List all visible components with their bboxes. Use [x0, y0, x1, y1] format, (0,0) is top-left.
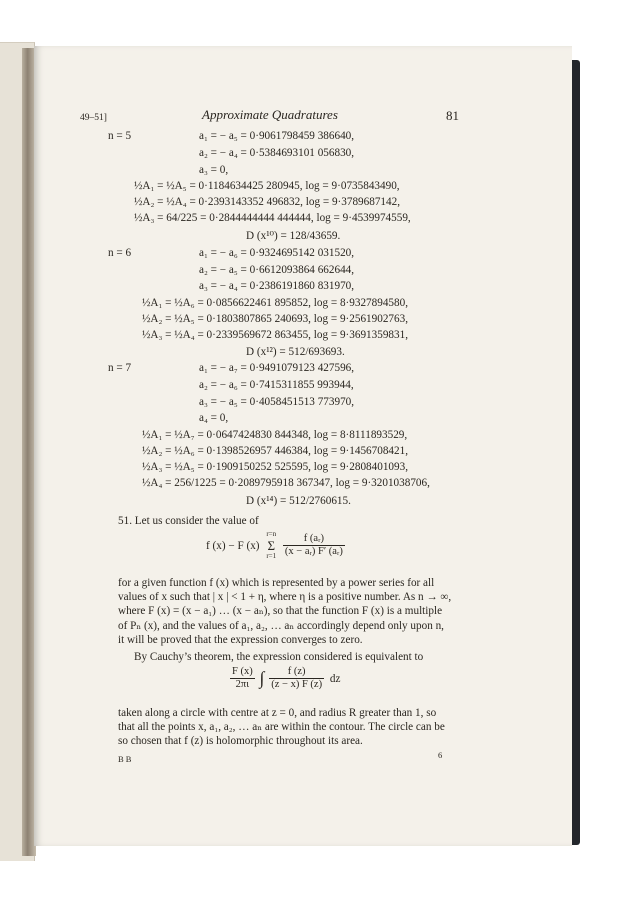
equation-line: ½A₁ = ½A₆ = 0·0856622461 895852, log = 8·9327894580, — [142, 297, 409, 309]
text-line: so chosen that f (z) is holomorphic throughout its area. — [118, 735, 363, 748]
text-line: of Pₙ (x), and the values of a₁, a₂, … aₙ accordingly depend only upon n, — [118, 619, 444, 632]
equation-line: a₁ = − a₅ = 0·9061798459 386640, — [199, 130, 355, 142]
fraction-numerator: f (z) — [269, 666, 324, 679]
formula-difference — [206, 530, 345, 570]
fraction-numerator: f (aᵣ) — [283, 533, 345, 546]
block-label-n6: n = 6 — [108, 247, 132, 259]
text-line: for a given function f (x) which is represented by a power series for all — [118, 577, 435, 589]
book-page — [34, 46, 572, 846]
signature-mark: B B — [118, 754, 132, 764]
integral-sign: ∫ — [259, 668, 265, 688]
section-range: 49–51] — [80, 113, 107, 123]
equation-line: ½A₁ = ½A₇ = 0·0647424830 844348, log = 8·8111893529, — [142, 429, 408, 441]
equation-line: ½A₄ = 256/1225 = 0·2089795918 367347, log = 9·3201038706, — [142, 477, 430, 489]
equation-line: a₂ = − a₅ = 0·6612093864 662644, — [199, 264, 355, 276]
fraction-denominator: (x − aᵣ) F′ (aᵣ) — [284, 546, 343, 557]
page-number: 81 — [446, 108, 459, 123]
text-line: it will be proved that the expression converges to zero. — [118, 633, 363, 646]
fraction-denominator: (z − x) F (z) — [271, 679, 323, 690]
equation-line: a₃ = − a₅ = 0·4058451513 773970, — [199, 396, 355, 408]
fraction-numerator: F (x) — [232, 666, 253, 677]
sheet-number: 6 — [438, 750, 443, 760]
equation-line: ½A₃ = ½A₅ = 0·1909150252 525595, log = 9·2808401093, — [142, 461, 409, 473]
section-51-intro: 51. Let us consider the value of — [118, 515, 259, 527]
equation-line: a₂ = − a₆ = 0·7415311855 993944, — [199, 379, 354, 391]
paragraph-cauchy: By Cauchy’s theorem, the expression considered is equivalent to — [134, 651, 424, 663]
text-line: values of x such that | x | < 1 + η, where η is a positive number. As n → ∞, — [118, 591, 452, 604]
fraction-denominator: 2πι — [235, 679, 250, 690]
equation-line: a₂ = − a₄ = 0·5384693101 056830, — [199, 147, 355, 159]
equation-line: ½A₃ = ½A₄ = 0·2339569672 863455, log = 9·3691359831, — [142, 329, 409, 341]
differential: dz — [329, 672, 341, 685]
equation-line: a₃ = 0, — [199, 164, 229, 176]
block-label-n5: n = 5 — [108, 130, 132, 142]
formula-cauchy-integral — [230, 666, 340, 702]
equation-line: ½A₂ = ½A₅ = 0·1803807865 240693, log = 9·2561902763, — [142, 313, 409, 325]
sum-lower-limit: r=1 — [266, 552, 277, 560]
text-line: taken along a circle with centre at z = 0, and radius R greater than 1, so — [118, 707, 437, 719]
equation-line: a₃ = − a₄ = 0·2386191860 831970, — [199, 280, 355, 292]
equation-line: ½A₂ = ½A₆ = 0·1398526957 446384, log = 9·1456708421, — [142, 445, 409, 457]
equation-line: ½A₃ = 64/225 = 0·2844444444 444444, log = 9·4539974559, — [134, 212, 411, 224]
text-line: that all the points x, a₁, a₂, … aₙ are within the contour. The circle can be — [118, 721, 445, 734]
paragraph-power-series — [118, 576, 530, 647]
equation-line: ½A₁ = ½A₅ = 0·1184634425 280945, log = 9·0735843490, — [134, 180, 400, 192]
sigma-symbol: Σ — [267, 538, 276, 553]
equation-line: D (x¹²) = 512/693693. — [246, 346, 345, 358]
sum-upper-limit: r=n — [266, 530, 277, 538]
formula-lhs: f (x) − F (x) — [206, 539, 260, 552]
text-line: where F (x) = (x − a₁) … (x − aₙ), so that the function F (x) is a multiple — [118, 605, 443, 618]
summation — [266, 530, 276, 561]
equation-line: a₁ = − a₇ = 0·9491079123 427596, — [199, 362, 355, 374]
formula-fraction — [283, 533, 345, 558]
integrand-fraction — [269, 666, 324, 691]
equation-line: D (x¹⁰) = 128/43659. — [246, 230, 341, 242]
equation-line: ½A₂ = ½A₄ = 0·2393143352 496832, log = 9·3789687142, — [134, 196, 401, 208]
equation-line: a₄ = 0, — [199, 412, 229, 424]
running-title: Approximate Quadratures — [202, 107, 338, 122]
block-label-n7: n = 7 — [108, 362, 132, 374]
equation-line: a₁ = − a₆ = 0·9324695142 031520, — [199, 247, 355, 259]
coefficient-fraction — [230, 666, 255, 691]
paragraph-contour — [118, 706, 530, 749]
equation-line: D (x¹⁴) = 512/2760615. — [246, 495, 351, 507]
